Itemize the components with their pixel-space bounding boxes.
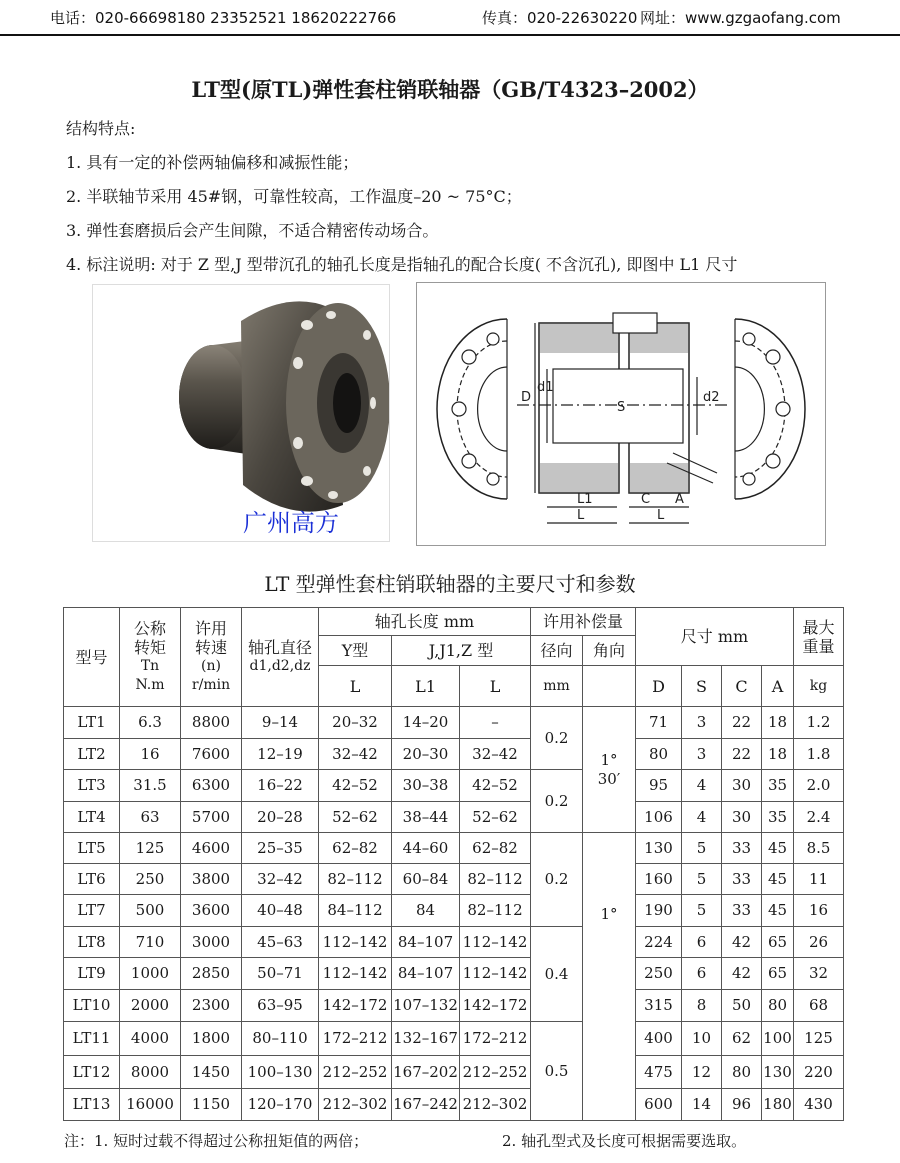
cell-dim-d: 95 xyxy=(636,770,682,802)
cell-speed: 2850 xyxy=(181,958,242,990)
cell-dim-s: 4 xyxy=(682,802,722,833)
cell-bore-diameter: 100–130 xyxy=(242,1056,319,1089)
cell-j-length: 112–142 xyxy=(460,958,531,990)
cell-y-length: 20–32 xyxy=(319,707,392,739)
cell-dim-c: 33 xyxy=(722,833,762,864)
cell-model: LT7 xyxy=(64,895,120,927)
cell-weight: 11 xyxy=(794,864,844,895)
header-sub-mm: mm xyxy=(531,666,583,707)
cell-dim-a: 45 xyxy=(762,864,794,895)
header-j-type: J,J1,Z 型 xyxy=(392,636,531,666)
cell-weight: 220 xyxy=(794,1056,844,1089)
header-angular: 角向 xyxy=(583,636,636,666)
cell-dim-a: 65 xyxy=(762,927,794,958)
cell-dim-s: 4 xyxy=(682,770,722,802)
table-row xyxy=(64,802,844,833)
cell-dim-d: 600 xyxy=(636,1089,682,1121)
cell-angular: 1° 30′ xyxy=(583,707,636,833)
cell-model: LT5 xyxy=(64,833,120,864)
cell-speed: 5700 xyxy=(181,802,242,833)
cell-l1: 167–202 xyxy=(392,1056,460,1089)
coupling-cross-section xyxy=(417,283,825,545)
cell-model: LT9 xyxy=(64,958,120,990)
cell-speed: 4600 xyxy=(181,833,242,864)
cell-radial: 0.5 xyxy=(531,1022,583,1121)
cell-j-length: – xyxy=(460,707,531,739)
cell-bore-diameter: 32–42 xyxy=(242,864,319,895)
svg-text:S: S xyxy=(617,400,626,415)
cell-dim-a: 180 xyxy=(762,1089,794,1121)
cell-dim-a: 35 xyxy=(762,802,794,833)
header-radial: 径向 xyxy=(531,636,583,666)
cell-l1: 84–107 xyxy=(392,958,460,990)
cell-dim-c: 30 xyxy=(722,802,762,833)
cell-j-length: 82–112 xyxy=(460,895,531,927)
brand-watermark: 广州高方 xyxy=(243,509,339,537)
table-row xyxy=(64,770,844,802)
cell-torque: 63 xyxy=(120,802,181,833)
feature-item: 1. 具有一定的补偿两轴偏移和减振性能； xyxy=(66,153,359,172)
cell-y-length: 142–172 xyxy=(319,990,392,1022)
cell-speed: 1450 xyxy=(181,1056,242,1089)
cell-dim-d: 130 xyxy=(636,833,682,864)
cell-dim-d: 250 xyxy=(636,958,682,990)
cell-dim-s: 6 xyxy=(682,927,722,958)
cell-dim-c: 22 xyxy=(722,707,762,739)
cell-weight: 1.2 xyxy=(794,707,844,739)
cell-dim-s: 10 xyxy=(682,1022,722,1056)
cell-l1: 167–242 xyxy=(392,1089,460,1121)
cell-torque: 250 xyxy=(120,864,181,895)
cell-dim-s: 14 xyxy=(682,1089,722,1121)
header-sub-d: D xyxy=(636,666,682,707)
cell-y-length: 84–112 xyxy=(319,895,392,927)
cell-dim-s: 6 xyxy=(682,958,722,990)
header-sub-kg: kg xyxy=(794,666,844,707)
cell-weight: 125 xyxy=(794,1022,844,1056)
cell-bore-diameter: 80–110 xyxy=(242,1022,319,1056)
cell-dim-s: 5 xyxy=(682,833,722,864)
cell-dim-d: 400 xyxy=(636,1022,682,1056)
header-sub-a: A xyxy=(762,666,794,707)
cell-dim-d: 160 xyxy=(636,864,682,895)
header-sub-c: C xyxy=(722,666,762,707)
spec-table xyxy=(63,607,844,1121)
cell-dim-c: 33 xyxy=(722,895,762,927)
cell-l1: 107–132 xyxy=(392,990,460,1022)
svg-text:L1: L1 xyxy=(577,492,593,507)
cell-bore-diameter: 20–28 xyxy=(242,802,319,833)
header-sub-blank xyxy=(583,666,636,707)
cell-y-length: 212–252 xyxy=(319,1056,392,1089)
cell-torque: 710 xyxy=(120,927,181,958)
contact-header xyxy=(0,0,900,36)
cell-speed: 2300 xyxy=(181,990,242,1022)
cell-dim-a: 35 xyxy=(762,770,794,802)
svg-text:d1: d1 xyxy=(537,380,554,395)
cell-dim-s: 3 xyxy=(682,739,722,770)
cell-model: LT1 xyxy=(64,707,120,739)
svg-text:L: L xyxy=(657,508,665,523)
cell-dim-c: 80 xyxy=(722,1056,762,1089)
cell-j-length: 212–252 xyxy=(460,1056,531,1089)
cell-l1: 44–60 xyxy=(392,833,460,864)
cell-l1: 20–30 xyxy=(392,739,460,770)
cell-weight: 68 xyxy=(794,990,844,1022)
svg-text:A: A xyxy=(675,492,684,507)
cell-speed: 7600 xyxy=(181,739,242,770)
feature-item: 4. 标注说明: 对于 Z 型,J 型带沉孔的轴孔长度是指轴孔的配合长度( 不含沉孔), 即图中 L1 尺寸 xyxy=(66,255,738,274)
cell-weight: 2.0 xyxy=(794,770,844,802)
cell-torque: 6.3 xyxy=(120,707,181,739)
cell-dim-s: 5 xyxy=(682,895,722,927)
cell-dim-d: 475 xyxy=(636,1056,682,1089)
cell-bore-diameter: 25–35 xyxy=(242,833,319,864)
footnote-2: 2. 轴孔型式及长度可根据需要选取。 xyxy=(502,1132,747,1150)
coupling-photo xyxy=(92,284,390,542)
cell-y-length: 52–62 xyxy=(319,802,392,833)
cell-speed: 3800 xyxy=(181,864,242,895)
cell-dim-s: 5 xyxy=(682,864,722,895)
feature-list xyxy=(66,112,737,282)
cell-dim-c: 62 xyxy=(722,1022,762,1056)
cell-torque: 16000 xyxy=(120,1089,181,1121)
cell-torque: 8000 xyxy=(120,1056,181,1089)
table-row xyxy=(64,927,844,958)
cell-y-length: 112–142 xyxy=(319,927,392,958)
cell-j-length: 42–52 xyxy=(460,770,531,802)
cell-y-length: 62–82 xyxy=(319,833,392,864)
cell-dim-d: 106 xyxy=(636,802,682,833)
cell-weight: 8.5 xyxy=(794,833,844,864)
cell-dim-d: 71 xyxy=(636,707,682,739)
table-row xyxy=(64,707,844,739)
header-y-type: Y型 xyxy=(319,636,392,666)
table-row xyxy=(64,1089,844,1121)
cell-model: LT13 xyxy=(64,1089,120,1121)
header-bore-diameter: 轴孔直径 d1,d2,dz xyxy=(242,608,319,707)
cell-model: LT4 xyxy=(64,802,120,833)
cell-model: LT3 xyxy=(64,770,120,802)
cell-torque: 1000 xyxy=(120,958,181,990)
svg-text:D: D xyxy=(521,390,532,405)
header-sub-l1: L1 xyxy=(392,666,460,707)
cell-j-length: 112–142 xyxy=(460,927,531,958)
header-model: 型号 xyxy=(64,608,120,707)
page-title: LT型(原TL)弹性套柱销联轴器（GB/T4323–2002） xyxy=(191,77,709,102)
cell-radial: 0.2 xyxy=(531,770,583,833)
cell-model: LT10 xyxy=(64,990,120,1022)
cell-j-length: 142–172 xyxy=(460,990,531,1022)
cell-y-length: 112–142 xyxy=(319,958,392,990)
header-sub-l: L xyxy=(319,666,392,707)
table-row xyxy=(64,739,844,770)
cell-dim-a: 18 xyxy=(762,739,794,770)
phone-numbers: 电话：020-66698180 23352521 18620222766 xyxy=(50,9,397,27)
cell-dim-s: 3 xyxy=(682,707,722,739)
cell-y-length: 212–302 xyxy=(319,1089,392,1121)
cell-dim-c: 50 xyxy=(722,990,762,1022)
cell-j-length: 172–212 xyxy=(460,1022,531,1056)
cell-dim-a: 45 xyxy=(762,895,794,927)
cell-dim-c: 30 xyxy=(722,770,762,802)
cell-bore-diameter: 40–48 xyxy=(242,895,319,927)
cell-speed: 1150 xyxy=(181,1089,242,1121)
cell-dim-d: 224 xyxy=(636,927,682,958)
svg-text:d2: d2 xyxy=(703,390,720,405)
cell-radial: 0.4 xyxy=(531,927,583,1022)
header-weight: 最大 重量 xyxy=(794,608,844,666)
cell-dim-d: 315 xyxy=(636,990,682,1022)
header-torque: 公称 转矩 Tn N.m xyxy=(120,608,181,707)
cell-l1: 132–167 xyxy=(392,1022,460,1056)
cell-torque: 31.5 xyxy=(120,770,181,802)
table-row xyxy=(64,1022,844,1056)
svg-text:L: L xyxy=(577,508,585,523)
cell-weight: 430 xyxy=(794,1089,844,1121)
cell-radial: 0.2 xyxy=(531,833,583,927)
feature-item: 2. 半联轴节采用 45#钢，可靠性较高，工作温度–20 ~ 75°C； xyxy=(66,187,522,206)
cell-bore-diameter: 50–71 xyxy=(242,958,319,990)
cell-y-length: 82–112 xyxy=(319,864,392,895)
cell-l1: 30–38 xyxy=(392,770,460,802)
cell-bore-diameter: 9–14 xyxy=(242,707,319,739)
table-row xyxy=(64,864,844,895)
table-row xyxy=(64,990,844,1022)
cell-speed: 8800 xyxy=(181,707,242,739)
cell-dim-c: 22 xyxy=(722,739,762,770)
cell-torque: 125 xyxy=(120,833,181,864)
cell-radial: 0.2 xyxy=(531,707,583,770)
feature-heading: 结构特点: xyxy=(66,119,136,138)
cell-bore-diameter: 45–63 xyxy=(242,927,319,958)
cell-dim-a: 80 xyxy=(762,990,794,1022)
cell-bore-diameter: 120–170 xyxy=(242,1089,319,1121)
cell-speed: 3000 xyxy=(181,927,242,958)
header-compensation: 许用补偿量 xyxy=(531,608,636,636)
cell-dim-a: 130 xyxy=(762,1056,794,1089)
cell-model: LT12 xyxy=(64,1056,120,1089)
cell-l1: 14–20 xyxy=(392,707,460,739)
cell-bore-diameter: 63–95 xyxy=(242,990,319,1022)
cell-speed: 1800 xyxy=(181,1022,242,1056)
coupling-photo-image xyxy=(93,285,389,541)
cell-dim-a: 65 xyxy=(762,958,794,990)
feature-item: 3. 弹性套磨损后会产生间隙，不适合精密传动场合。 xyxy=(66,221,439,240)
cell-bore-diameter: 12–19 xyxy=(242,739,319,770)
cell-torque: 4000 xyxy=(120,1022,181,1056)
cell-dim-a: 18 xyxy=(762,707,794,739)
cell-weight: 1.8 xyxy=(794,739,844,770)
cell-bore-diameter: 16–22 xyxy=(242,770,319,802)
cell-torque: 16 xyxy=(120,739,181,770)
cell-model: LT6 xyxy=(64,864,120,895)
header-speed: 许用 转速 (n) r/min xyxy=(181,608,242,707)
cell-weight: 16 xyxy=(794,895,844,927)
footnote-1: 注：1. 短时过载不得超过公称扭矩值的两倍； xyxy=(64,1132,369,1150)
table-row xyxy=(64,895,844,927)
cell-dim-c: 33 xyxy=(722,864,762,895)
cell-y-length: 172–212 xyxy=(319,1022,392,1056)
cell-dim-s: 12 xyxy=(682,1056,722,1089)
cell-j-length: 32–42 xyxy=(460,739,531,770)
cell-j-length: 212–302 xyxy=(460,1089,531,1121)
table-row xyxy=(64,1056,844,1089)
cell-weight: 32 xyxy=(794,958,844,990)
table-row xyxy=(64,833,844,864)
cell-l1: 84–107 xyxy=(392,927,460,958)
cell-weight: 2.4 xyxy=(794,802,844,833)
cell-torque: 2000 xyxy=(120,990,181,1022)
cell-l1: 38–44 xyxy=(392,802,460,833)
cell-torque: 500 xyxy=(120,895,181,927)
cell-j-length: 52–62 xyxy=(460,802,531,833)
cell-l1: 60–84 xyxy=(392,864,460,895)
cell-l1: 84 xyxy=(392,895,460,927)
header-sub-s: S xyxy=(682,666,722,707)
website[interactable]: 网址：www.gzgaofang.com xyxy=(640,9,841,27)
cell-dim-c: 42 xyxy=(722,927,762,958)
cell-y-length: 32–42 xyxy=(319,739,392,770)
header-sub-l: L xyxy=(460,666,531,707)
cell-speed: 6300 xyxy=(181,770,242,802)
cell-weight: 26 xyxy=(794,927,844,958)
technical-drawing xyxy=(416,282,826,546)
cell-dim-a: 45 xyxy=(762,833,794,864)
cell-dim-a: 100 xyxy=(762,1022,794,1056)
cell-angular: 1° xyxy=(583,833,636,1121)
cell-dim-d: 80 xyxy=(636,739,682,770)
fax-number: 传真：020-22630220 xyxy=(482,9,638,27)
svg-text:C: C xyxy=(641,492,651,507)
cell-dim-s: 8 xyxy=(682,990,722,1022)
cell-model: LT2 xyxy=(64,739,120,770)
cell-dim-c: 42 xyxy=(722,958,762,990)
cell-dim-d: 190 xyxy=(636,895,682,927)
table-title: LT 型弹性套柱销联轴器的主要尺寸和参数 xyxy=(264,572,636,596)
cell-dim-c: 96 xyxy=(722,1089,762,1121)
cell-speed: 3600 xyxy=(181,895,242,927)
cell-model: LT11 xyxy=(64,1022,120,1056)
cell-j-length: 62–82 xyxy=(460,833,531,864)
header-bore-length: 轴孔长度 mm xyxy=(319,608,531,636)
cell-y-length: 42–52 xyxy=(319,770,392,802)
cell-j-length: 82–112 xyxy=(460,864,531,895)
table-row xyxy=(64,958,844,990)
header-dimensions: 尺寸 mm xyxy=(636,608,794,666)
cell-model: LT8 xyxy=(64,927,120,958)
